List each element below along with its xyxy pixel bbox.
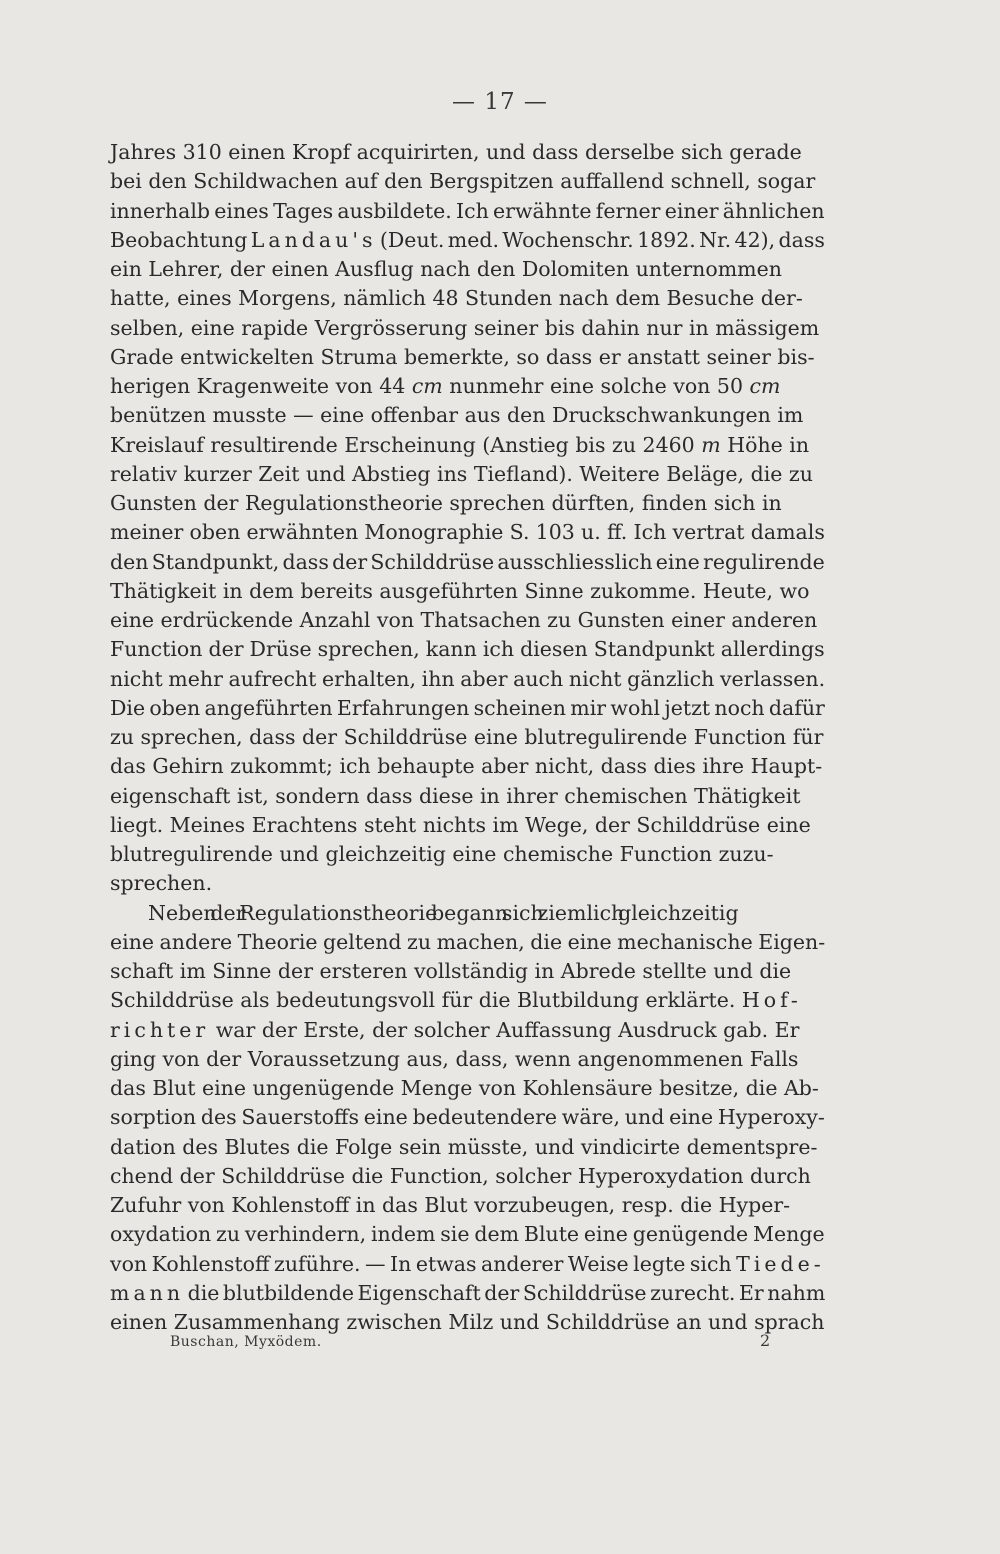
text-line — [110, 752, 825, 781]
text-run: nunmehr eine solche von 50 — [442, 374, 750, 398]
text-run: nicht mehr aufrecht erhalten, ihn aber auch nicht gänzlich verlassen. — [110, 666, 826, 691]
text-run: eine erdrückende Anzahl von Thatsachen zu Gunsten einer anderen — [110, 608, 818, 632]
emphasis-run: cm — [411, 374, 443, 398]
text-line — [110, 255, 825, 284]
emphasis-run: cm — [749, 374, 781, 398]
emphasis-run: Hof- — [741, 988, 802, 1013]
text-line — [110, 518, 825, 547]
text-run: herigen Kragenweite von 44 — [110, 374, 412, 398]
text-line — [110, 986, 825, 1015]
text-run: relativ kurzer Zeit und Abstieg ins Tiefland). Weitere Beläge, die zu — [110, 461, 813, 486]
text-run: eine andere Theorie geltend zu machen, die eine mechanische Eigen- — [110, 929, 826, 954]
emphasis-run: mann — [110, 1280, 185, 1305]
emphasis-run: m — [701, 432, 721, 457]
text-run: benützen musste — eine offenbar aus den Druckschwankungen im — [110, 403, 804, 428]
text-run: dation des Blutes die Folge sein müsste, und vindicirte dementspre- — [110, 1134, 818, 1159]
text-line — [110, 372, 825, 401]
text-line — [110, 782, 825, 811]
text-run: Die oben angeführten Erfahrungen scheinen mir wohl jetzt noch dafür — [110, 695, 825, 720]
text-line — [110, 577, 825, 606]
text-run: bei den Schildwachen auf den Bergspitzen auffallend schnell, sogar — [110, 169, 816, 194]
text-run: war der Erste, der solcher Auffassung Ausdruck gab. Er — [209, 1017, 800, 1042]
text-line — [110, 1250, 825, 1279]
text-line — [110, 1103, 825, 1132]
text-run: liegt. Meines Erachtens steht nichts im Wege, der Schilddrüse eine — [110, 812, 811, 837]
emphasis-run: richter — [110, 1017, 210, 1042]
text-run: sorption des Sauerstoffs eine bedeutendere wäre, und eine Hyperoxy- — [110, 1105, 825, 1130]
text-run: chend der Schilddrüse die Function, solcher Hyperoxydation durch — [110, 1163, 811, 1188]
text-line — [110, 1074, 825, 1103]
text-line — [110, 723, 825, 752]
text-run: hatte, eines Morgens, nämlich 48 Stunden nach dem Besuche der- — [110, 286, 803, 311]
text-run: das Blut eine ungenügende Menge von Kohlensäure besitze, die Ab- — [110, 1076, 819, 1100]
text-line — [110, 840, 825, 869]
text-line — [110, 226, 825, 255]
text-run: (Deut. med. Wochenschr. 1892. Nr. 42), dass — [376, 227, 825, 252]
text-run: Thätigkeit in dem bereits ausgeführten Sinne zukomme. Heute, wo — [110, 578, 810, 603]
text-line — [110, 811, 825, 840]
text-run: Höhe in — [720, 432, 810, 457]
text-run: einen Zusammenhang zwischen Milz und Schilddrüse an und sprach — [110, 1310, 825, 1334]
text-run: das Gehirn zukommt; ich behaupte aber nicht, dass dies ihre Haupt- — [110, 754, 823, 779]
text-line — [110, 928, 825, 957]
text-line — [110, 1279, 825, 1308]
signature-mark: 2 — [760, 1331, 771, 1350]
text-run: den Standpunkt, dass der Schilddrüse ausschliesslich eine regulirende — [110, 549, 825, 574]
text-line — [110, 314, 825, 343]
text-run: Gunsten der Regulationstheorie sprechen dürften, finden sich in — [110, 491, 782, 515]
text-line — [110, 1220, 825, 1249]
text-run: selben, eine rapide Vergrösserung seiner bis dahin nur in mässigem — [110, 315, 820, 340]
text-line — [110, 401, 825, 430]
emphasis-run: Tiede- — [736, 1251, 825, 1276]
text-run: Beobachtung — [110, 227, 251, 252]
text-run: schaft im Sinne der ersteren vollständig in Abrede stellte und die — [110, 959, 792, 983]
text-run: innerhalb eines Tages ausbildete. Ich erwähnte ferner einer ähnlichen — [110, 198, 825, 223]
text-line — [110, 197, 825, 226]
text-run: Jahres 310 einen Kropf acquirirten, und dass derselbe sich gerade — [110, 140, 802, 164]
text-line — [110, 665, 825, 694]
text-run: Kreislauf resultirende Erscheinung (Anstieg bis zu 2460 — [110, 432, 702, 457]
text-line — [110, 1133, 825, 1162]
text-run: blutregulirende und gleichzeitig eine chemische Function zuzu- — [110, 842, 774, 866]
text-line — [148, 899, 863, 928]
text-run: meiner oben erwähnten Monographie S. 103 u. ff. Ich vertrat damals — [110, 520, 825, 545]
text-run: Grade entwickelten Struma bemerkte, so dass er anstatt seiner bis- — [110, 344, 815, 369]
text-run: ein Lehrer, der einen Ausflug nach den Dolomiten unternommen — [110, 257, 782, 281]
text-line — [110, 606, 825, 635]
text-line — [110, 694, 825, 723]
text-line — [110, 1162, 825, 1191]
text-line — [110, 284, 825, 313]
text-run: eigenschaft ist, sondern dass diese in ihrer chemischen Thätigkeit — [110, 783, 801, 808]
text-line — [110, 1191, 825, 1220]
text-run: Neben der Regulationstheorie begann sich ziemlich gleichzeitig — [148, 900, 739, 925]
text-line — [110, 489, 825, 518]
text-line — [110, 138, 825, 167]
text-run: ging von der Voraussetzung aus, dass, wenn angenommenen Falls — [110, 1046, 799, 1071]
text-run: Zufuhr von Kohlenstoff in das Blut vorzubeugen, resp. die Hyper- — [110, 1193, 791, 1217]
text-run: Schilddrüse als bedeutungsvoll für die Blutbildung erklärte. — [110, 988, 742, 1013]
text-line — [110, 431, 825, 460]
text-line — [110, 343, 825, 372]
footer-author-title: Buschan, Myxödem. — [170, 1334, 322, 1350]
page-number: — 17 — — [452, 89, 548, 115]
emphasis-run: Landau's — [250, 227, 377, 252]
text-line — [110, 548, 825, 577]
text-line — [110, 869, 825, 898]
text-run: von Kohlenstoff zuführe. — In etwas anderer Weise legte sich — [110, 1251, 737, 1276]
text-line — [110, 1045, 825, 1074]
text-line — [110, 167, 825, 196]
text-line — [110, 957, 825, 986]
text-run: die blutbildende Eigenschaft der Schilddrüse zurecht. Er nahm — [184, 1280, 826, 1305]
text-run: oxydation zu verhindern, indem sie dem Blute eine genügende Menge — [110, 1222, 825, 1247]
text-line — [110, 460, 825, 489]
text-line — [110, 1016, 825, 1045]
text-run: Function der Drüse sprechen, kann ich diesen Standpunkt allerdings — [110, 637, 825, 662]
text-line — [110, 635, 825, 664]
text-run: zu sprechen, dass der Schilddrüse eine blutregulirende Function für — [110, 725, 824, 749]
text-run: sprechen. — [110, 871, 213, 896]
